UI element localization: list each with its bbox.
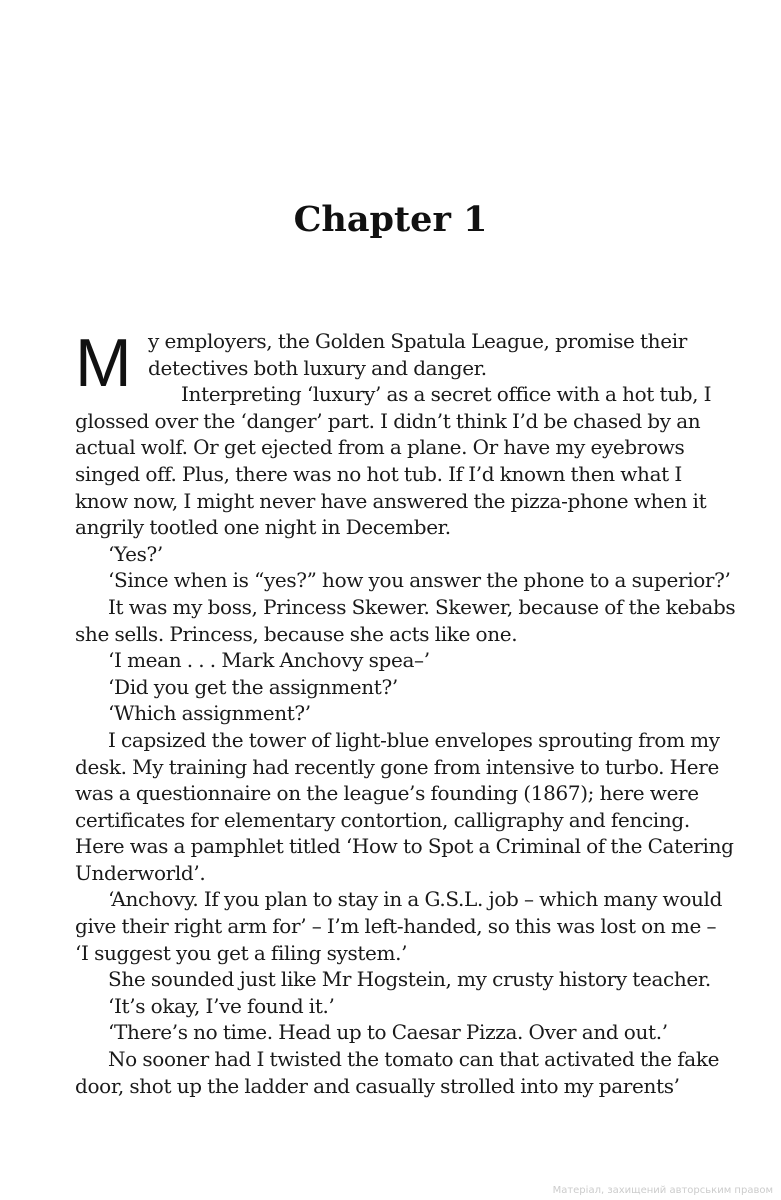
text-line: ‘Anchovy. If you plan to stay in a G.S.L. job – which many would [108,887,723,912]
text-line: ‘Did you get the assignment?’ [108,674,398,699]
text-line: It was my boss, Princess Skewer. Skewer, because of the kebabs [108,594,736,619]
text-line: give their right arm for’ – I’m left-handed, so this was lost on me – [75,914,717,939]
text-line: No sooner had I twisted the tomato can that activated the fake [108,1047,720,1072]
text-line: I capsized the tower of light-blue envelopes sprouting from my [108,727,720,752]
text-line: Here was a pamphlet titled ‘How to Spot a Criminal of the Catering [75,834,734,859]
text-line: certificates for elementary contortion, calligraphy and fencing. [75,807,690,832]
text-line: know now, I might never have answered the pizza-phone when it [75,488,707,513]
text-line: ‘I mean . . . Mark Anchovy spea–’ [108,648,430,673]
drop-cap: M [75,325,132,401]
body-text [75,325,736,1099]
text-line: ‘There’s no time. Head up to Caesar Pizza. Over and out.’ [108,1020,668,1045]
text-line: was a questionnaire on the league’s founding (1867); here were [75,781,699,806]
text-line: ‘It’s okay, I’ve found it.’ [108,993,335,1018]
text-line: She sounded just like Mr Hogstein, my crusty history teacher. [108,967,711,992]
text-line: ‘I suggest you get a filing system.’ [75,940,408,965]
text-line: Interpreting ‘luxury’ as a secret office with a hot tub, I [181,382,712,407]
text-line: ‘Since when is “yes?” how you answer the phone to a superior?’ [108,568,731,593]
text-line: glossed over the ‘danger’ part. I didn’t think I’d be chased by an [75,408,701,433]
chapter-title: Chapter 1 [293,199,488,240]
text-line: she sells. Princess, because she acts like one. [75,621,518,646]
text-line: ‘Which assignment?’ [108,701,311,726]
text-line: angrily tootled one night in December. [75,515,451,540]
text-line: detectives both luxury and danger. [148,355,487,380]
text-line: singed off. Plus, there was no hot tub. If I’d known then what I [75,461,682,486]
text-line: actual wolf. Or get ejected from a plane. Or have my eyebrows [75,435,685,460]
text-line: y employers, the Golden Spatula League, promise their [148,329,687,353]
text-line: door, shot up the ladder and casually strolled into my parents’ [75,1073,680,1098]
text-line: Underworld’. [75,860,206,885]
text-line: ‘Yes?’ [108,541,163,566]
copyright-watermark: Матеріал, захищений авторським правом [552,1185,773,1196]
text-line: desk. My training had recently gone from intensive to turbo. Here [75,754,719,779]
